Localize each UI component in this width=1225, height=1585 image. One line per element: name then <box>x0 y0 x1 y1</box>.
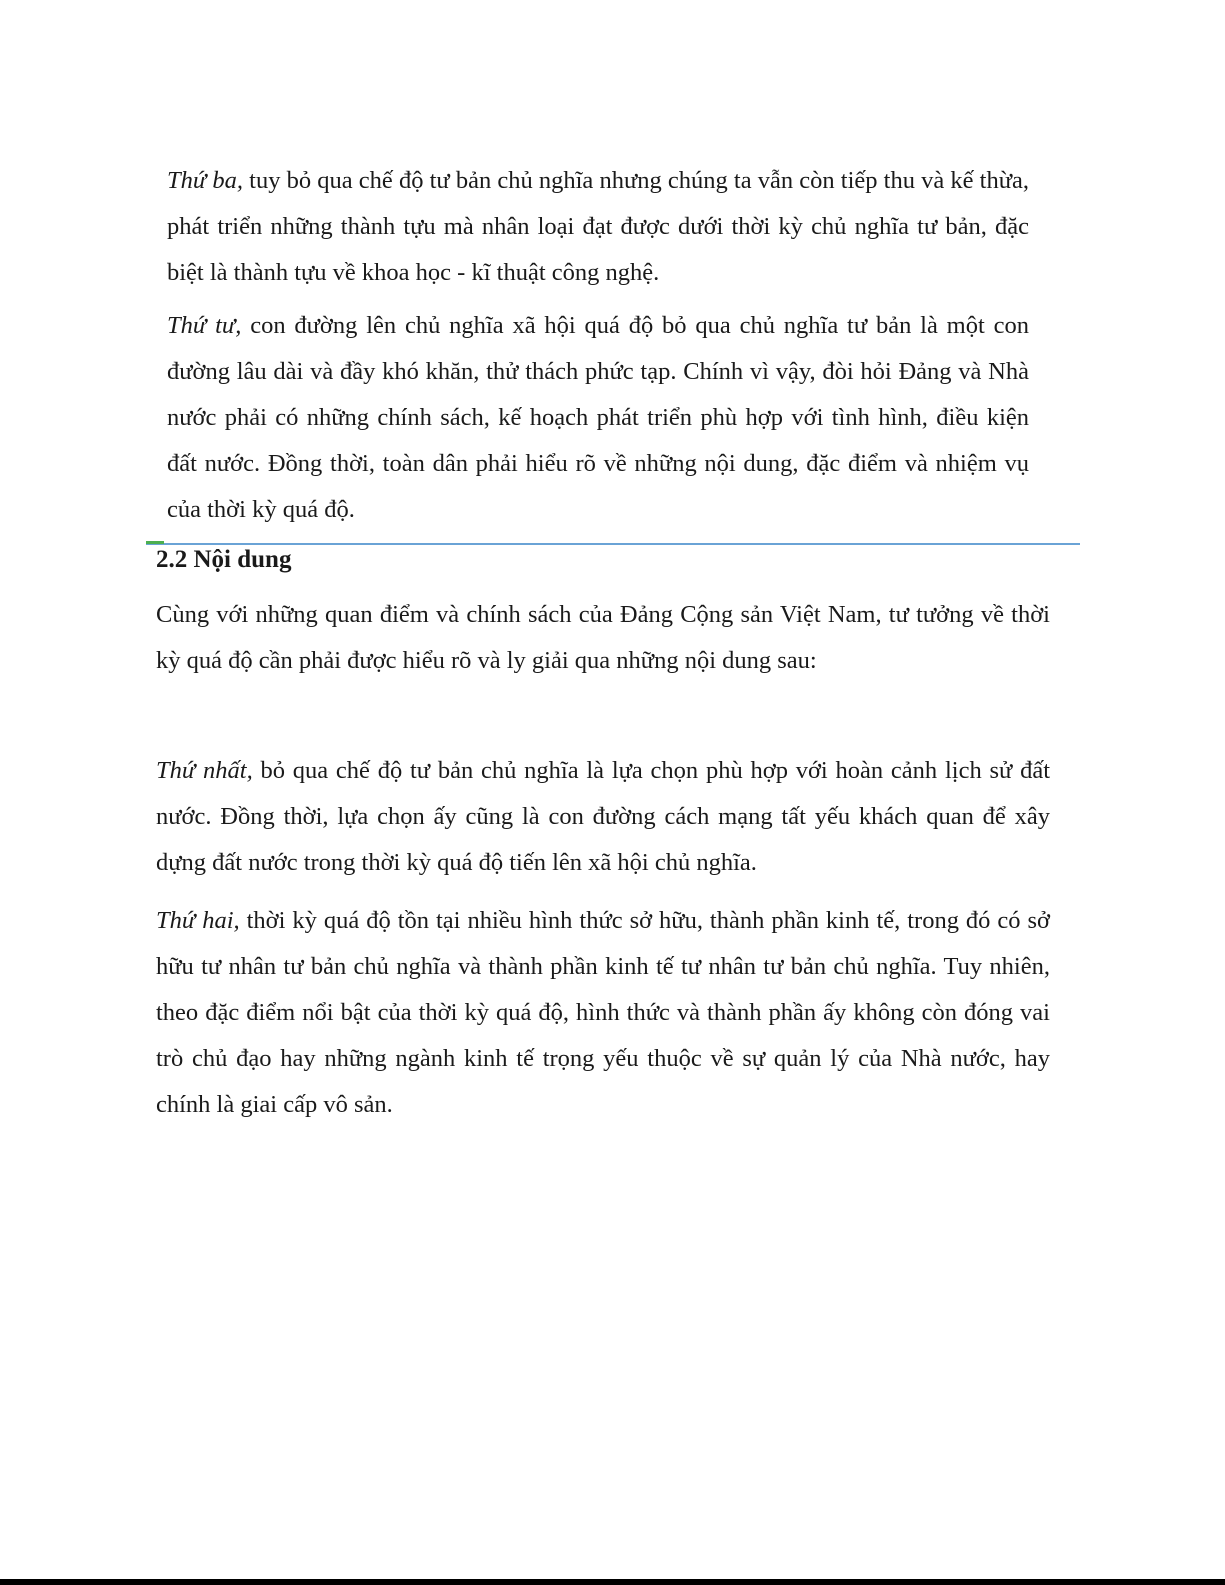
paragraph-lead: Thứ hai, <box>156 907 240 934</box>
paragraph-thu-nhat <box>156 748 1050 886</box>
page-bottom-edge <box>0 1579 1225 1585</box>
paragraph-text: tuy bỏ qua chế độ tư bản chủ nghĩa nhưng chúng ta vẫn còn tiếp thu và kế thừa, phát triển những thành tựu mà nhân loại đạt được dưới thời kỳ chủ nghĩa tư bản, đặc biệt là thành tựu về khoa học - kĩ thuật công nghệ. <box>167 167 1029 286</box>
paragraph-thu-ba <box>167 158 1029 296</box>
paragraph-lead: Thứ tư, <box>167 312 242 339</box>
paragraph-thu-hai <box>156 898 1050 1128</box>
paragraph-text: thời kỳ quá độ tồn tại nhiều hình thức sở hữu, thành phần kinh tế, trong đó có sở hữu tư nhân tư bản chủ nghĩa và thành phần kinh tế tư nhân tư bản chủ nghĩa. Tuy nhiên, theo đặc điểm nổi bật của thời kỳ quá độ, hình thức và thành phần ấy không còn đóng vai trò chủ đạo hay những ngành kinh tế trọng yếu thuộc về sự quản lý của Nhà nước, hay chính là giai cấp vô sản. <box>156 907 1050 1118</box>
paragraph-lead: Thứ ba, <box>167 167 244 194</box>
section-heading: 2.2 Nội dung <box>156 546 292 573</box>
paragraph-lead: Thứ nhất, <box>156 757 253 784</box>
intro-paragraph: Cùng với những quan điểm và chính sách của Đảng Cộng sản Việt Nam, tư tưởng về thời kỳ quá độ cần phải được hiểu rõ và ly giải qua những nội dung sau: <box>156 601 1050 674</box>
paragraph-thu-tu <box>167 303 1029 533</box>
paragraph-text: con đường lên chủ nghĩa xã hội quá độ bỏ qua chủ nghĩa tư bản là một con đường lâu dài và đầy khó khăn, thử thách phức tạp. Chính vì vậy, đòi hỏi Đảng và Nhà nước phải có những chính sách, kế hoạch phát triển phù hợp với tình hình, điều kiện đất nước. Đồng thời, toàn dân phải hiểu rõ về những nội dung, đặc điểm và nhiệm vụ của thời kỳ quá độ. <box>167 312 1029 523</box>
paragraph-text: bỏ qua chế độ tư bản chủ nghĩa là lựa chọn phù hợp với hoàn cảnh lịch sử đất nước. Đồng thời, lựa chọn ấy cũng là con đường cách mạng tất yếu khách quan để xây dựng đất nước trong thời kỳ quá độ tiến lên xã hội chủ nghĩa. <box>156 757 1050 876</box>
